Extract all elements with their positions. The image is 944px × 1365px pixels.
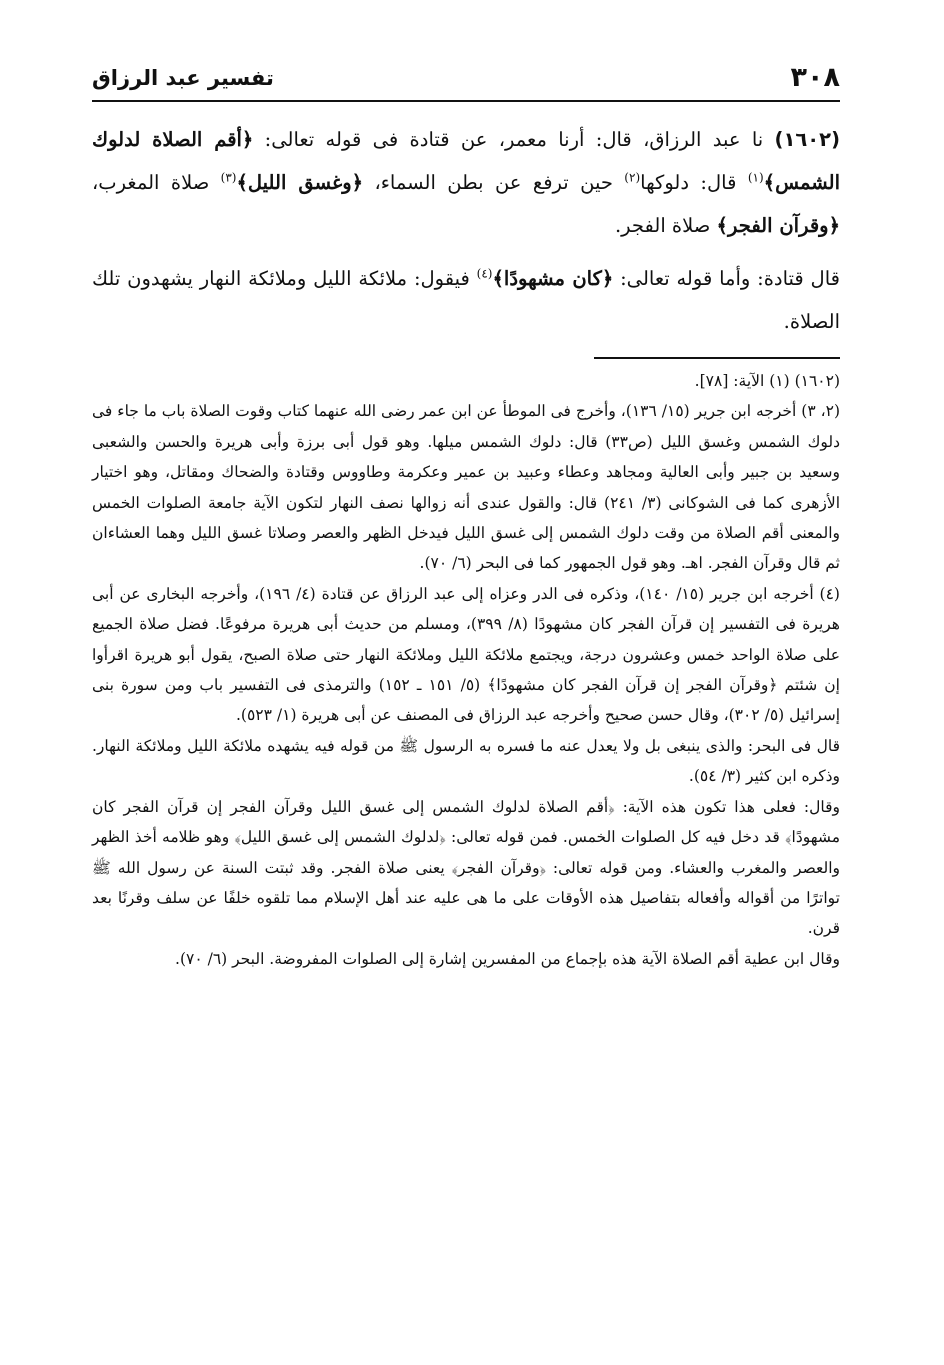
quran-verse: ﴿كان مشهودًا﴾ <box>492 267 614 290</box>
quran-verse: ﴿وغسق الليل﴾ <box>236 171 364 194</box>
footnote-4: (٤) أخرجه ابن جرير (١٥/ ١٤٠)، وذكره فى الدر وعزاه إلى عبد الرزاق عن قتادة (٤/ ١٩٦)، وأخرجه البخارى عن أبى هريرة فى التفسير إن قرآن الفجر كان مشهودًا (٨/ ٣٩٩)، ومسلم من حديث أبى هريرة مرفوعًا. فضل صلاة الجميع على صلاة الواحد خمس وعشرون درجة، ويجتمع ملائكة الليل وملائكة النهار حتى صلاة الصبح، يقول أبو هريرة اقرأوا إن شئتم ﴿وقرآن الفجر إن قرآن الفجر كان مشهودًا﴾ (٥/ ١٥١ ـ ١٥٢) والترمذى فى التفسير باب ومن سورة بنى إسرائيل (٥/ ٣٠٢)، وقال حسن صحيح وأخرجه عبد الرزاق فى المصنف عن أبى هريرة (١/ ٥٢٣). <box>92 584 840 725</box>
footnote-ref: (٤) <box>476 266 493 281</box>
page-header <box>92 60 840 102</box>
narration-number: (١٦٠٢) <box>774 128 840 151</box>
footnote-4-ibn-atiyya: وقال ابن عطية أقم الصلاة الآية هذه بإجماع من المفسرين إشارة إلى الصلوات المفروضة. البحر (٦/ ٧٠). <box>175 949 840 968</box>
quran-verse: ﴿أقم الصلاة لدلوك الشمس﴾ <box>92 128 840 194</box>
footnote-ref: (٣) <box>220 170 237 185</box>
narration-1602 <box>92 118 840 247</box>
text-segment: فيقول: ملائكة الليل وملائكة النهار يشهدون تلك الصلاة. <box>92 267 840 333</box>
text-segment: حين ترفع عن بطن السماء، <box>363 171 625 194</box>
footnote-1: (١٦٠٢) (١) الآية: [٧٨]. <box>694 372 840 390</box>
footnote-4-ibn-kathir: وقال: فعلى هذا تكون هذه الآية: ﴿أقم الصلاة لدلوك الشمس إلى غسق الليل وقرآن الفجر إن قرآن الفجر كان مشهودًا﴾ قد دخل فيه كل الصلوات الخمس. فمن قوله تعالى: ﴿لدلوك الشمس إلى غسق الليل﴾ وهو ظلامه أخذ الظهر والعصر والمغرب والعشاء. ومن قوله تعالى: ﴿وقرآن الفجر﴾ يعنى صلاة الفجر. وقد ثبتت السنة عن رسول الله ﷺ تواترًا من أقواله وأفعاله بتفاصيل هذه الأوقات على ما هى عليه عند أهل الإسلام مما تلقوه خلفًا عن سلف وقرنًا بعد قرن. <box>92 797 840 938</box>
quran-verse: ﴿وقرآن الفجر﴾ <box>716 214 840 237</box>
running-title: تفسير عبد الرزاق <box>92 66 274 90</box>
footnote-2-3: (٢، ٣) أخرجه ابن جرير (١٥/ ١٣٦)، وأخرج فى الموطأ عن ابن عمر رضى الله عنهما كتاب وقوت الصلاة باب ما جاء فى دلوك الشمس وغسق الليل (ص٣٣) قال: دلوك الشمس ميلها. وهو قول أبى برزة وأبى هريرة والحسن والشعبى وسعيد بن جبير وأبى العالية ومجاهد وعطاء وعبيد بن عمير وعكرمة وطاووس وقتادة والضحاك ومقاتل، وهو اختيار الأزهرى كما فى الشوكانى (٣/ ٢٤١) قال: والقول عندى أنه زوالها نصف النهار لتكون الآية جامعة الصلوات الخمس والمعنى أقم الصلاة من وقت دلوك الشمس إلى غسق الليل فيدخل الظهر والعصر وصلاتا غسق الليل وهما العشاءان ثم قال وقرآن الفجر. اهـ. وهو قول الجمهور كما فى البحر (٦/ ٧٠). <box>92 402 840 573</box>
text-segment: قال: دلوكها <box>640 171 748 194</box>
text-segment: قال قتادة: وأما قوله تعالى: <box>613 267 840 290</box>
text-segment: صلاة المغرب، <box>92 171 221 194</box>
footnote-ref: (٢) <box>624 170 641 185</box>
footnote-ref: (١) <box>747 170 764 185</box>
footnotes <box>92 366 840 974</box>
page-number: ٣٠٨ <box>790 62 840 93</box>
footnote-divider <box>594 357 840 359</box>
text-segment: صلاة الفجر. <box>614 214 717 237</box>
main-text <box>92 118 840 353</box>
text-segment: نا عبد الرزاق، قال: أرنا معمر، عن قتادة فى قوله تعالى: <box>253 128 775 151</box>
qatada-commentary <box>92 257 840 343</box>
footnote-4-bahr: قال فى البحر: والذى ينبغى بل ولا يعدل عنه ما فسره به الرسول ﷺ من قوله فيه يشهده ملائكة الليل وملائكة النهار. وذكره ابن كثير (٣/ ٥٤). <box>92 736 840 786</box>
